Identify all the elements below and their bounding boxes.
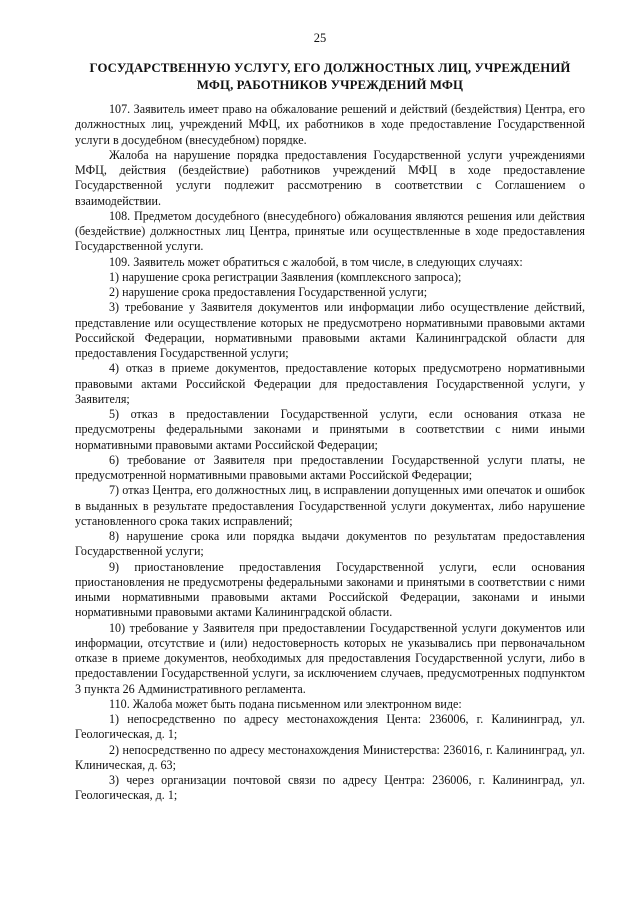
paragraph: 108. Предметом досудебного (внесудебного) обжалования являются решения или действия (бездействие) должностных лиц Центра, принятые или осуществленные в ходе предоставления Государственной услуги. <box>75 208 585 254</box>
heading-line: ГОСУДАРСТВЕННУЮ УСЛУГУ, ЕГО ДОЛЖНОСТНЫХ ЛИЦ, УЧРЕЖДЕНИЙ <box>89 61 571 75</box>
page-number: 25 <box>313 31 327 45</box>
paragraph: 2) нарушение срока предоставления Государственной услуги; <box>109 285 428 299</box>
paragraph: 109. Заявитель может обратиться с жалобой, в том числе, в следующих случаях: <box>109 254 523 269</box>
paragraph: 10) требование у Заявителя при предоставлении Государственной услуги документов или информации, отсутствие и (или) недостоверность которых не указывались при первоначальном отказе в приеме документов, необходимых для предоставления Государственной услуги, либо в предоставлении Государственной услуги, за исключением случаев, предусмотренных подпунктом 3 пункта 26 Административного регламента. <box>75 620 585 696</box>
paragraph: 3) требование у Заявителя документов или информации либо осуществление действий, представление или осуществление которых не предусмотрено нормативными правовыми актами Российской Федерации, нормативными правовыми актами Калининградской области для предоставления Государственной услуги; <box>75 300 585 360</box>
paragraph: 9) приостановление предоставления Государственной услуги, если основания приостановления не предусмотрены федеральными законами и принятыми в соответствии с ними иными нормативными правовыми актами Российской Федерации, законами и иными нормативными правовыми актами Калининградской области. <box>75 559 585 620</box>
paragraph: Жалоба на нарушение порядка предоставления Государственной услуги учреждениями МФЦ, действия (бездействие) работников учреждений МФЦ в ходе предоставление Государственной услуги подлежит рассмотрению в соответствии с Соглашением о взаимодействии. <box>75 147 585 208</box>
paragraph: 110. Жалоба может быть подана письменном или электронном виде: <box>109 696 462 711</box>
paragraph: 3) через организации почтовой связи по адресу Центра: 236006, г. Калининград, ул. Геологическая, д. 1; <box>75 773 585 803</box>
paragraph: 6) требование от Заявителя при предоставлении Государственной услуги платы, не предусмотренной нормативными правовыми актами Российской Федерации; <box>75 452 585 482</box>
paragraph: 1) непосредственно по адресу местонахождения Цента: 236006, г. Калининград, ул. Геологическая, д. 1; <box>75 712 585 742</box>
paragraph: 2) непосредственно по адресу местонахождения Министерства: 236016, г. Калининград, ул. Клиническая, д. 63; <box>75 742 585 772</box>
heading-line: МФЦ, РАБОТНИКОВ УЧРЕЖДЕНИЙ МФЦ <box>196 78 464 92</box>
document-body <box>75 102 585 804</box>
paragraph: 7) отказ Центра, его должностных лиц, в исправлении допущенных ими опечаток и ошибок в выданных в результате предоставления Государственной услуги документах, либо нарушение установленного срока таких исправлений; <box>75 483 585 528</box>
paragraph: 4) отказ в приеме документов, предоставление которых предусмотрено нормативными правовыми актами Российской Федерации для предоставления Государственной услуги, у Заявителя; <box>75 361 585 406</box>
paragraph: 1) нарушение срока регистрации Заявления (комплексного запроса); <box>109 269 462 284</box>
paragraph: 8) нарушение срока или порядка выдачи документов по результатам предоставления Государственной услуги; <box>75 529 585 559</box>
paragraph: 5) отказ в предоставлении Государственной услуги, если основания отказа не предусмотрены федеральными законами и принятыми в соответствии с ними иными нормативными правовыми актами Российской Федерации; <box>75 407 585 452</box>
paragraph: 107. Заявитель имеет право на обжалование решений и действий (бездействия) Центра, его должностных лиц, учреждений МФЦ, их работников в ходе предоставление Государственной услуги в досудебном (внесудебном) порядке. <box>75 102 585 147</box>
section-heading <box>75 60 585 94</box>
